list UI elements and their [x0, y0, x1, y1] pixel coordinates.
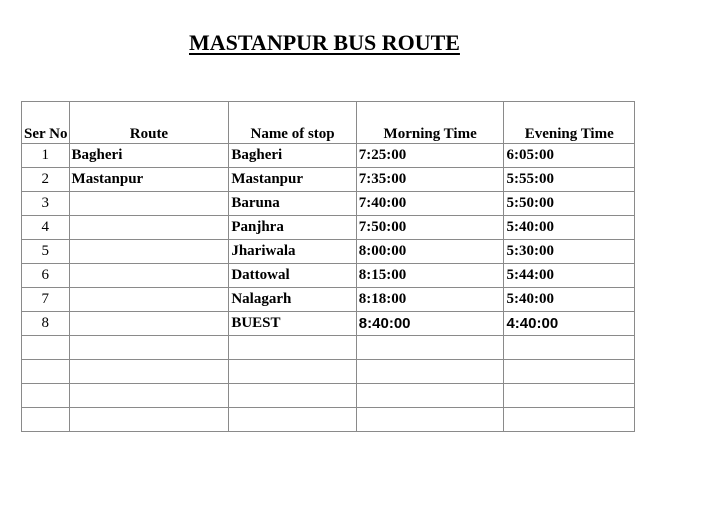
ser-no-cell: 2: [22, 168, 70, 192]
table-cell: [229, 102, 356, 127]
morning-time-cell: 8:00:00: [356, 240, 504, 264]
evening-time-cell: 5:44:00: [504, 264, 635, 288]
column-header-route: Route: [69, 126, 229, 144]
stop-cell: Nalagarh: [229, 288, 356, 312]
table-row: [22, 168, 635, 192]
route-cell: Bagheri: [69, 144, 229, 168]
table-cell: [356, 408, 504, 432]
route-cell: [69, 216, 229, 240]
table-cell: [229, 336, 356, 360]
route-cell: [69, 264, 229, 288]
morning-time-cell: 8:40:00: [356, 312, 504, 336]
stop-cell: Mastanpur: [229, 168, 356, 192]
ser-no-cell: 3: [22, 192, 70, 216]
table-cell: [22, 384, 70, 408]
route-cell: [69, 312, 229, 336]
table-cell: [356, 360, 504, 384]
table-row-empty: [22, 384, 635, 408]
ser-no-cell: 7: [22, 288, 70, 312]
table-row: [22, 288, 635, 312]
table-row: [22, 312, 635, 336]
table-cell: [504, 360, 635, 384]
table-cell: [229, 384, 356, 408]
route-cell: [69, 240, 229, 264]
table-cell: [356, 102, 504, 127]
table-cell: [356, 336, 504, 360]
table-row: [22, 264, 635, 288]
evening-time-cell: 5:50:00: [504, 192, 635, 216]
morning-time-cell: 7:25:00: [356, 144, 504, 168]
stop-cell: Baruna: [229, 192, 356, 216]
ser-no-cell: 1: [22, 144, 70, 168]
column-header-ser-no: Ser No: [22, 126, 70, 144]
column-header-stop: Name of stop: [229, 126, 356, 144]
evening-time-cell: 5:40:00: [504, 288, 635, 312]
table-row: [22, 240, 635, 264]
table-cell: [504, 384, 635, 408]
ser-no-cell: 5: [22, 240, 70, 264]
table-cell: [229, 408, 356, 432]
table-cell: [69, 384, 229, 408]
column-header-evening: Evening Time: [504, 126, 635, 144]
table-cell: [69, 360, 229, 384]
table-cell: [22, 408, 70, 432]
table-spacer-row: [22, 102, 635, 127]
stop-cell: Bagheri: [229, 144, 356, 168]
column-header-morning: Morning Time: [356, 126, 504, 144]
ser-no-cell: 6: [22, 264, 70, 288]
table-cell: [22, 360, 70, 384]
morning-time-cell: 7:50:00: [356, 216, 504, 240]
table-cell: [504, 336, 635, 360]
route-cell: [69, 192, 229, 216]
table-cell: [356, 384, 504, 408]
stop-cell: Panjhra: [229, 216, 356, 240]
morning-time-cell: 7:35:00: [356, 168, 504, 192]
table-row-empty: [22, 408, 635, 432]
ser-no-cell: 4: [22, 216, 70, 240]
route-cell: [69, 288, 229, 312]
table-cell: [69, 408, 229, 432]
table-cell: [22, 336, 70, 360]
table-cell: [504, 102, 635, 127]
table-cell: [69, 336, 229, 360]
stop-cell: BUEST: [229, 312, 356, 336]
evening-time-cell: 4:40:00: [504, 312, 635, 336]
evening-time-cell: 5:30:00: [504, 240, 635, 264]
table-row: [22, 216, 635, 240]
table-row: [22, 144, 635, 168]
ser-no-cell: 8: [22, 312, 70, 336]
table-cell: [69, 102, 229, 127]
table-cell: [22, 102, 70, 127]
evening-time-cell: 5:40:00: [504, 216, 635, 240]
morning-time-cell: 7:40:00: [356, 192, 504, 216]
morning-time-cell: 8:15:00: [356, 264, 504, 288]
evening-time-cell: 5:55:00: [504, 168, 635, 192]
table-cell: [504, 408, 635, 432]
bus-route-table: [21, 101, 635, 432]
stop-cell: Dattowal: [229, 264, 356, 288]
table-row-empty: [22, 336, 635, 360]
morning-time-cell: 8:18:00: [356, 288, 504, 312]
page-title: MASTANPUR BUS ROUTE: [189, 30, 460, 55]
table-row: [22, 192, 635, 216]
route-cell: Mastanpur: [69, 168, 229, 192]
evening-time-cell: 6:05:00: [504, 144, 635, 168]
table-cell: [229, 360, 356, 384]
table-row-empty: [22, 360, 635, 384]
stop-cell: Jhariwala: [229, 240, 356, 264]
table-header-row: [22, 126, 635, 144]
